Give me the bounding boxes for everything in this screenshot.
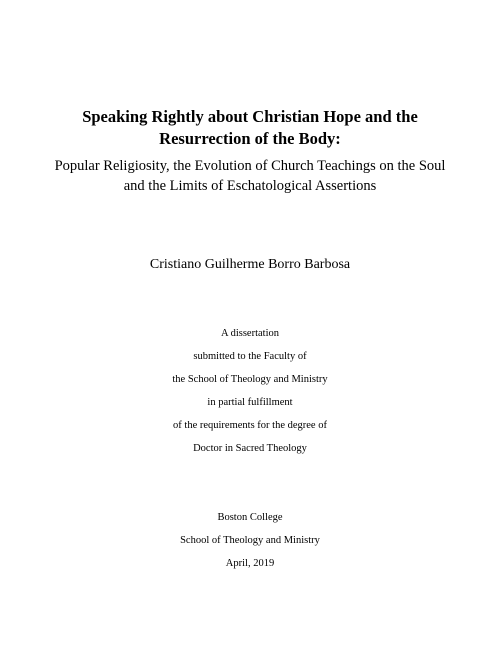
dissertation-subtitle xyxy=(30,156,470,196)
statement-line-5: of the requirements for the degree of xyxy=(173,420,327,431)
statement-line-3: the School of Theology and Ministry xyxy=(172,374,328,385)
statement-line-1: A dissertation xyxy=(220,328,280,339)
institution-name: Boston College xyxy=(217,512,283,523)
submission-date: April, 2019 xyxy=(225,558,275,569)
title-line-1: Speaking Rightly about Christian Hope and the xyxy=(82,107,418,126)
subtitle-line-2: and the Limits of Eschatological Assertions xyxy=(123,178,377,194)
title-line-2: Resurrection of the Body: xyxy=(159,129,341,148)
statement-line-6: Doctor in Sacred Theology xyxy=(193,443,307,454)
author-name: Cristiano Guilherme Borro Barbosa xyxy=(149,257,351,272)
statement-line-4: in partial fulfillment xyxy=(207,397,293,408)
statement-line-2: submitted to the Faculty of xyxy=(193,351,307,362)
dissertation-title xyxy=(40,106,460,150)
subtitle-line-1: Popular Religiosity, the Evolution of Church Teachings on the Soul xyxy=(54,158,446,174)
school-name: School of Theology and Ministry xyxy=(180,535,320,546)
